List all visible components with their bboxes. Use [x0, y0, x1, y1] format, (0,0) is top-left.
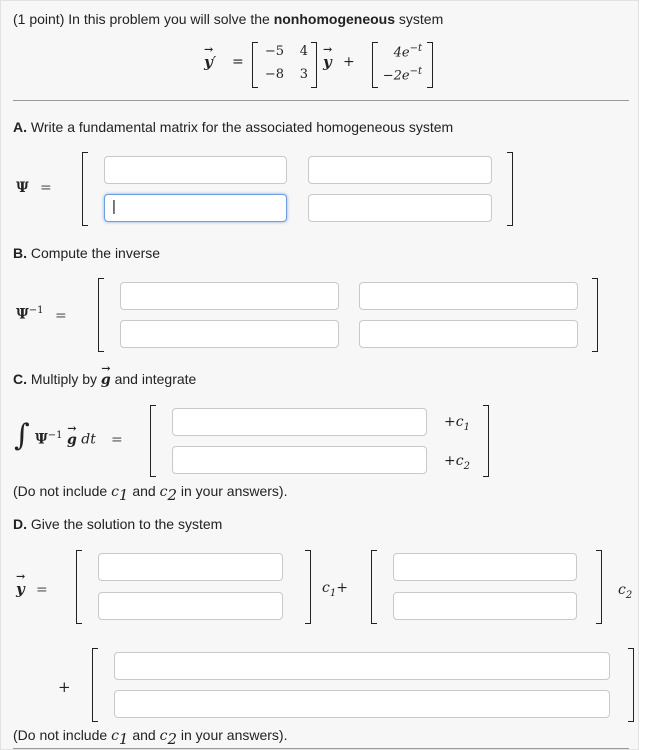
part-a-heading [13, 119, 453, 135]
note-c: c [159, 728, 168, 744]
note-text: (Do not include [13, 483, 112, 499]
c-subscript: 2 [625, 589, 633, 601]
g-vector-symbol: g → [101, 372, 111, 388]
plus-c2 [444, 453, 470, 472]
inverse-exponent: −1 [28, 305, 44, 316]
matrix-bracket-left [252, 42, 258, 88]
forcing-cell [376, 66, 422, 83]
psi-inverse-symbol [16, 305, 44, 323]
part-c-equals: = [111, 432, 123, 448]
psi-symbol: Ψ [35, 431, 48, 448]
psi-field-22[interactable] [308, 194, 492, 222]
note-c: c [159, 484, 168, 500]
plus-c-text: +c [444, 453, 464, 469]
intro-suffix: system [395, 11, 444, 27]
system-plus: + [343, 54, 355, 70]
psi-field-12[interactable] [308, 156, 492, 184]
part-c-text: and integrate [110, 371, 197, 387]
integrand [35, 430, 96, 448]
matrix-cell: −8 [264, 67, 284, 82]
part-a-label: A. [13, 119, 27, 135]
forcing-value: 4e [393, 45, 410, 61]
forcing-value: −2e [382, 68, 410, 84]
part-c-note [13, 483, 287, 504]
inverse-field-12[interactable] [359, 282, 578, 310]
vec1-bracket-right [305, 550, 311, 624]
part-b-text: Compute the inverse [27, 245, 161, 261]
intro-bold-word: nonhomogeneous [273, 11, 396, 27]
psi-field-21[interactable] [104, 194, 287, 222]
divider [13, 748, 629, 749]
particular-field-1[interactable] [114, 652, 610, 680]
g-vector-symbol: g → [67, 432, 77, 448]
note-text: and [128, 483, 160, 499]
vec2-field-2[interactable] [393, 592, 577, 620]
note-text: in your answers). [176, 727, 288, 743]
prime-mark: ′ [212, 53, 217, 71]
part-a-bracket-right [507, 152, 513, 226]
note-text: in your answers). [176, 483, 288, 499]
intro-text: (1 point) In this problem you will solve the [13, 11, 274, 27]
note-sub: 1 [118, 485, 129, 504]
psi-symbol: Ψ [16, 180, 29, 196]
part-c-label: C. [13, 371, 27, 387]
part-d-note [13, 727, 287, 748]
part-c-bracket-right [483, 405, 489, 477]
part-a-equals: = [40, 180, 52, 196]
note-sub: 2 [167, 485, 177, 504]
particular-bracket-right [628, 648, 634, 722]
note-sub: 2 [167, 729, 177, 748]
matrix-cell: 3 [299, 67, 308, 82]
vec1-bracket-left [76, 550, 82, 624]
part-b-heading [13, 245, 160, 261]
c-text: c [618, 582, 626, 598]
inverse-field-22[interactable] [359, 320, 578, 348]
system-equals: = [232, 54, 244, 70]
particular-bracket-left [92, 648, 98, 722]
part-d-equals: = [36, 582, 48, 598]
matrix-cell: −5 [264, 44, 284, 59]
problem-intro [13, 11, 443, 27]
note-sub: 1 [118, 729, 129, 748]
integral-field-2[interactable] [172, 446, 427, 474]
c-subscript: 1 [463, 421, 470, 433]
part-a-text: Write a fundamental matrix for the associated homogeneous system [27, 119, 454, 135]
particular-plus: + [58, 678, 71, 696]
vec2-field-1[interactable] [393, 553, 577, 581]
forcing-exponent: −t [409, 43, 422, 54]
psi-field-11[interactable] [104, 156, 287, 184]
note-text: (Do not include [13, 727, 112, 743]
c-subscript: 1 [329, 587, 337, 599]
psi-symbol: Ψ [16, 306, 29, 323]
c2-label [618, 582, 632, 601]
note-c: c [111, 728, 119, 744]
plus-c1 [444, 414, 470, 433]
y-vector-symbol: y → [323, 53, 332, 71]
c-subscript: 2 [463, 460, 470, 472]
particular-field-2[interactable] [114, 690, 610, 718]
part-c-text: Multiply by [27, 371, 101, 387]
inverse-exponent: −1 [47, 430, 63, 441]
inverse-field-21[interactable] [120, 320, 339, 348]
part-b-label: B. [13, 245, 27, 261]
matrix-cell: 4 [299, 44, 308, 59]
part-d-heading [13, 516, 222, 532]
dt-symbol: dt [81, 431, 96, 448]
vec1-field-2[interactable] [98, 592, 283, 620]
integral-symbol: ∫ [14, 418, 30, 453]
c1-label [322, 580, 348, 599]
forcing-exponent: −t [409, 66, 422, 77]
part-b-equals: = [55, 308, 67, 324]
integral-field-1[interactable] [172, 408, 427, 436]
vec1-field-1[interactable] [98, 553, 283, 581]
part-c-heading [13, 371, 196, 388]
text-cursor: | [112, 198, 116, 215]
system-lhs [204, 53, 216, 71]
c-text: c [322, 580, 330, 596]
part-a-bracket-left [82, 152, 88, 226]
y-vector-symbol: y → [204, 53, 213, 71]
forcing-cell [376, 43, 422, 60]
matrix-bracket-right [311, 42, 317, 88]
c-plus: + [336, 580, 348, 596]
part-d-label: D. [13, 516, 27, 532]
note-c: c [111, 484, 119, 500]
part-d-text: Give the solution to the system [27, 516, 223, 532]
note-text: and [128, 727, 160, 743]
y-vector-symbol: y → [16, 580, 25, 598]
forcing-bracket-right [427, 42, 433, 88]
part-c-bracket-left [150, 405, 156, 477]
part-b-bracket-left [98, 278, 104, 352]
vec2-bracket-left [371, 550, 377, 624]
part-b-bracket-right [592, 278, 598, 352]
divider [13, 100, 629, 101]
vec2-bracket-right [596, 550, 602, 624]
inverse-field-11[interactable] [120, 282, 339, 310]
plus-c-text: +c [444, 414, 464, 430]
